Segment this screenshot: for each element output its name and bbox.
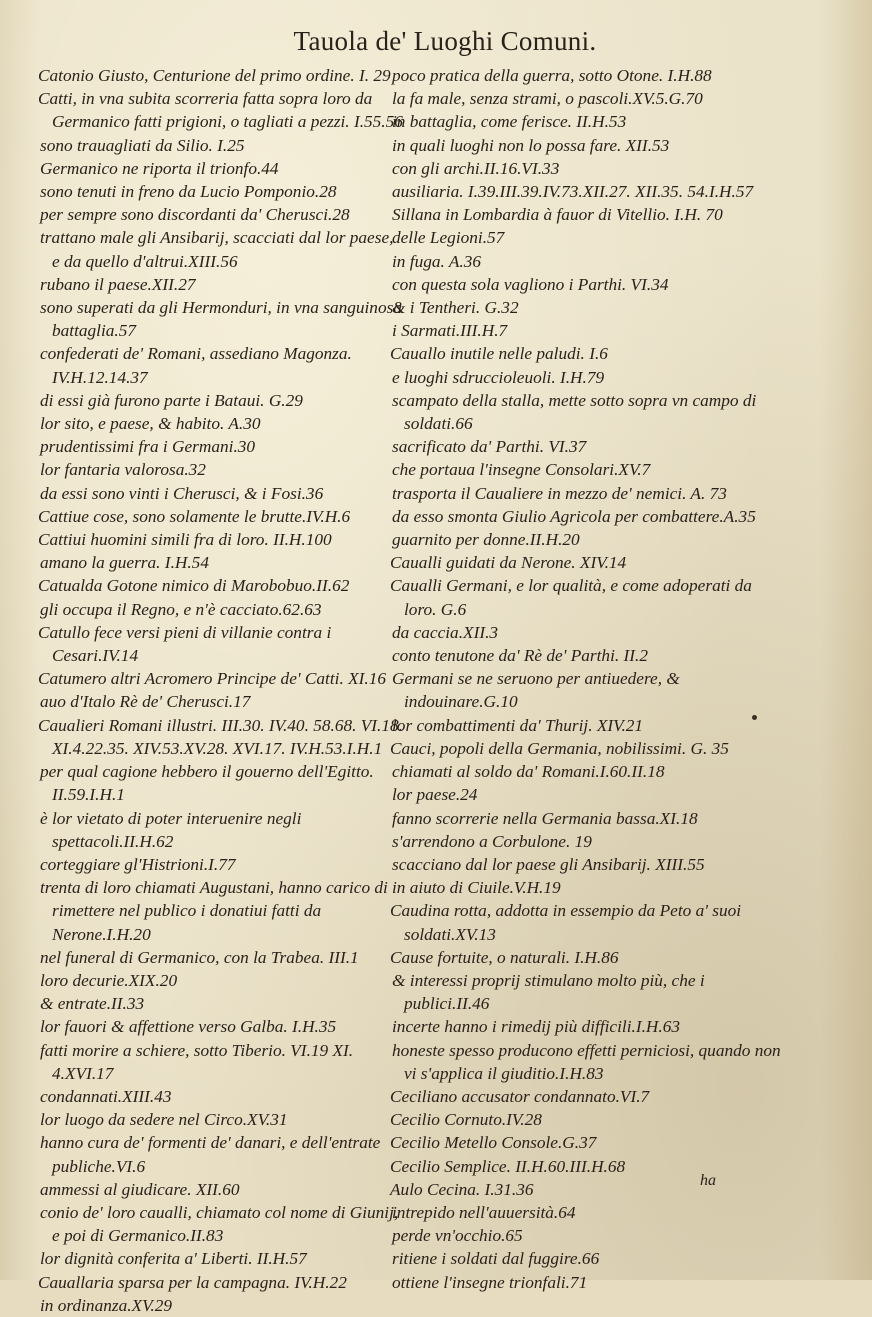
- index-entry: Cecilio Metello Console.G.37: [390, 1133, 597, 1153]
- index-subentry: con questa sola vagliono i Parthi. VI.34: [392, 274, 669, 294]
- index-subentry: amano la guerra. I.H.54: [40, 553, 209, 573]
- index-subentry: lor paese.24: [392, 785, 478, 805]
- index-subentry: nel funeral di Germanico, con la Trabea. III.1: [40, 947, 359, 967]
- index-subentry: fatti morire a schiere, sotto Tiberio. VI.19 XI. 4.XVI.17: [40, 1040, 354, 1083]
- index-subentry: in quali luoghi non lo possa fare. XII.53: [392, 135, 670, 155]
- index-subentry: Germanico ne riporta il trionfo.44: [40, 158, 279, 178]
- index-subentry: fanno scorrerie nella Germania bassa.XI.18: [392, 808, 698, 828]
- index-entry: Catullo fece versi pieni di villanie contra i Cesari.IV.14: [38, 622, 332, 666]
- index-entry: Caualli guidati da Nerone. XIV.14: [390, 553, 627, 573]
- index-subentry: Germani se ne seruono per antiuedere, & indouinare.G.10: [392, 669, 680, 712]
- index-subentry: in ordinanza.XV.29: [40, 1295, 173, 1315]
- index-entry: Cecilio Semplice. II.H.60.III.H.68: [390, 1156, 626, 1176]
- index-subentry: ausiliaria. I.39.III.39.IV.73.XII.27. XII.35. 54.I.H.57: [392, 182, 754, 202]
- index-entry: Caudina rotta, addotta in essempio da Peto a' suoi soldati.XV.13: [390, 901, 742, 944]
- index-subentry: auo d'Italo Rè de' Cherusci.17: [40, 692, 251, 712]
- index-subentry: la fa male, senza strami, o pascoli.XV.5.G.70: [392, 89, 703, 109]
- index-entry: Cattiue cose, sono solamente le brutte.IV.H.6: [38, 506, 351, 526]
- index-subentry: lor combattimenti da' Thurij. XIV.21: [392, 715, 644, 735]
- index-subentry: sono tenuti in freno da Lucio Pomponio.28: [40, 182, 337, 202]
- index-subentry: trasporta il Caualiere in mezzo de' nemici. A. 73: [392, 483, 727, 503]
- index-subentry: in battaglia, come ferisce. II.H.53: [392, 112, 627, 132]
- index-entry: Caualieri Romani illustri. III.30. IV.40. 58.68. VI.18. XI.4.22.35. XIV.53.XV.28. XVI.17. IV.H.53.I.H.1: [38, 715, 403, 758]
- index-subentry: ottiene l'insegne trionfali.71: [392, 1272, 588, 1292]
- index-subentry: corteggiare gl'Histrioni.I.77: [40, 854, 236, 874]
- index-entry: Cauci, popoli della Germania, nobilissimi. G. 35: [390, 738, 729, 758]
- index-subentry: & i Tentheri. G.32: [392, 298, 519, 318]
- index-column-right: [390, 64, 784, 1294]
- index-subentry: prudentissimi fra i Germani.30: [40, 437, 256, 457]
- index-subentry: poco pratica della guerra, sotto Otone. I.H.88: [392, 66, 712, 85]
- index-subentry: lor dignità conferita a' Liberti. II.H.57: [40, 1249, 307, 1269]
- index-subentry: trenta di loro chiamati Augustani, hanno carico di rimettere nel publico i donatiui fatti da Nerone.I.H.20: [40, 878, 388, 944]
- index-subentry: & interessi proprij stimulano molto più, che i publici.II.46: [392, 970, 705, 1014]
- index-subentry: hanno cura de' formenti de' danari, e dell'entrate publiche.VI.6: [40, 1133, 381, 1176]
- index-subentry: da esso smonta Giulio Agricola per combattere.A.35: [392, 506, 756, 526]
- index-entry: Cauallaria sparsa per la campagna. IV.H.22: [38, 1272, 347, 1292]
- index-subentry: i Sarmati.III.H.7: [392, 321, 508, 341]
- index-subentry: guarnito per donne.II.H.20: [392, 530, 580, 550]
- index-subentry: lor fantaria valorosa.32: [40, 460, 206, 480]
- index-column-left: [38, 64, 404, 1317]
- index-subentry: condannati.XIII.43: [40, 1086, 172, 1106]
- index-entry: Caualli Germani, e lor qualità, e come adoperati da loro. G.6: [390, 576, 752, 619]
- index-subentry: sacrificato da' Parthi. VI.37: [392, 437, 587, 457]
- index-entry: Catualda Gotone nimico di Marobobuo.II.62: [38, 576, 350, 596]
- index-subentry: per qual cagione hebbero il gouerno dell'Egitto. II.59.I.H.1: [40, 762, 374, 805]
- index-entry: Catonio Giusto, Centurione del primo ordine. I. 29: [38, 66, 391, 85]
- index-subentry: perde vn'occhio.65: [392, 1226, 523, 1246]
- index-entry: Ceciliano accusator condannato.VI.7: [390, 1086, 650, 1106]
- index-entry: Cauallo inutile nelle paludi. I.6: [390, 344, 608, 364]
- index-entry: Cattiui huomini simili fra di loro. II.H.100: [38, 530, 332, 550]
- index-entry: Catti, in vna subita scorreria fatta sopra loro da Germanico fatti prigioni, o tagliati a pezzi. I.55.56: [38, 89, 403, 132]
- index-subentry: lor fauori & affettione verso Galba. I.H.35: [40, 1017, 337, 1037]
- catchword: ha: [700, 1172, 716, 1189]
- index-subentry: trattano male gli Ansibarij, scacciati dal lor paese, e da quello d'altrui.XIII.56: [40, 228, 394, 271]
- index-subentry: e luoghi sdruccioleuoli. I.H.79: [392, 367, 605, 387]
- index-subentry: ritiene i soldati dal fuggire.66: [392, 1249, 600, 1269]
- index-entry: Catumero altri Acromero Principe de' Catti. XI.16: [38, 669, 387, 689]
- index-subentry: in fuga. A.36: [392, 251, 481, 271]
- index-subentry: Sillana in Lombardia à fauor di Vitellio. I.H. 70: [392, 205, 723, 225]
- index-subentry: incerte hanno i rimedij più difficili.I.H.63: [392, 1017, 680, 1037]
- index-subentry: lor sito, e paese, & habito. A.30: [40, 414, 261, 434]
- index-subentry: conio de' loro caualli, chiamato col nome di Giunij, e poi di Germanico.II.83: [40, 1202, 399, 1246]
- index-subentry: sono trauagliati da Silio. I.25: [40, 135, 245, 155]
- index-subentry: che portaua l'insegne Consolari.XV.7: [392, 460, 651, 480]
- index-subentry: chiamati al soldo da' Romani.I.60.II.18: [392, 762, 665, 782]
- index-subentry: confederati de' Romani, assediano Magonza. IV.H.12.14.37: [40, 344, 352, 387]
- index-subentry: è lor vietato di poter interuenire negli spettacoli.II.H.62: [40, 808, 302, 851]
- index-subentry: con gli archi.II.16.VI.33: [392, 158, 560, 178]
- index-subentry: loro decurie.XIX.20: [40, 970, 178, 990]
- index-subentry: da essi sono vinti i Cherusci, & i Fosi.36: [40, 483, 324, 503]
- index-subentry: scacciano dal lor paese gli Ansibarij. XIII.55: [392, 854, 705, 874]
- index-entry: Cecilio Cornuto.IV.28: [390, 1110, 542, 1130]
- index-subentry: s'arrendono a Corbulone. 19: [392, 831, 592, 851]
- index-subentry: delle Legioni.57: [392, 228, 505, 248]
- index-subentry: & entrate.II.33: [40, 994, 145, 1014]
- index-subentry: ammessi al giudicare. XII.60: [40, 1179, 240, 1199]
- index-subentry: di essi già furono parte i Bataui. G.29: [40, 390, 303, 410]
- index-subentry: honeste spesso producono effetti perniciosi, quando non vi s'applica il giuditio.I.H.83: [392, 1040, 781, 1083]
- running-title: Tauola de' Luoghi Comuni.: [293, 26, 597, 56]
- index-subentry: sono superati da gli Hermonduri, in vna sanguinosa battaglia.57: [40, 298, 402, 341]
- index-subentry: lor luogo da sedere nel Circo.XV.31: [40, 1110, 288, 1130]
- index-subentry: da caccia.XII.3: [392, 622, 499, 642]
- ink-spot: [752, 715, 757, 720]
- index-subentry: scampato della stalla, mette sotto sopra vn campo di soldati.66: [392, 390, 757, 434]
- index-entry: Cause fortuite, o naturali. I.H.86: [390, 947, 619, 967]
- index-subentry: per sempre sono discordanti da' Cherusci.28: [40, 205, 350, 225]
- index-subentry: rubano il paese.XII.27: [40, 274, 196, 294]
- index-entry: Aulo Cecina. I.31.36: [390, 1179, 534, 1199]
- index-subentry: intrepido nell'auuersità.64: [392, 1202, 576, 1222]
- index-subentry: conto tenutone da' Rè de' Parthi. II.2: [392, 646, 648, 666]
- index-subentry: in aiuto di Ciuile.V.H.19: [392, 878, 561, 898]
- index-subentry: gli occupa il Regno, e n'è cacciato.62.63: [40, 599, 322, 619]
